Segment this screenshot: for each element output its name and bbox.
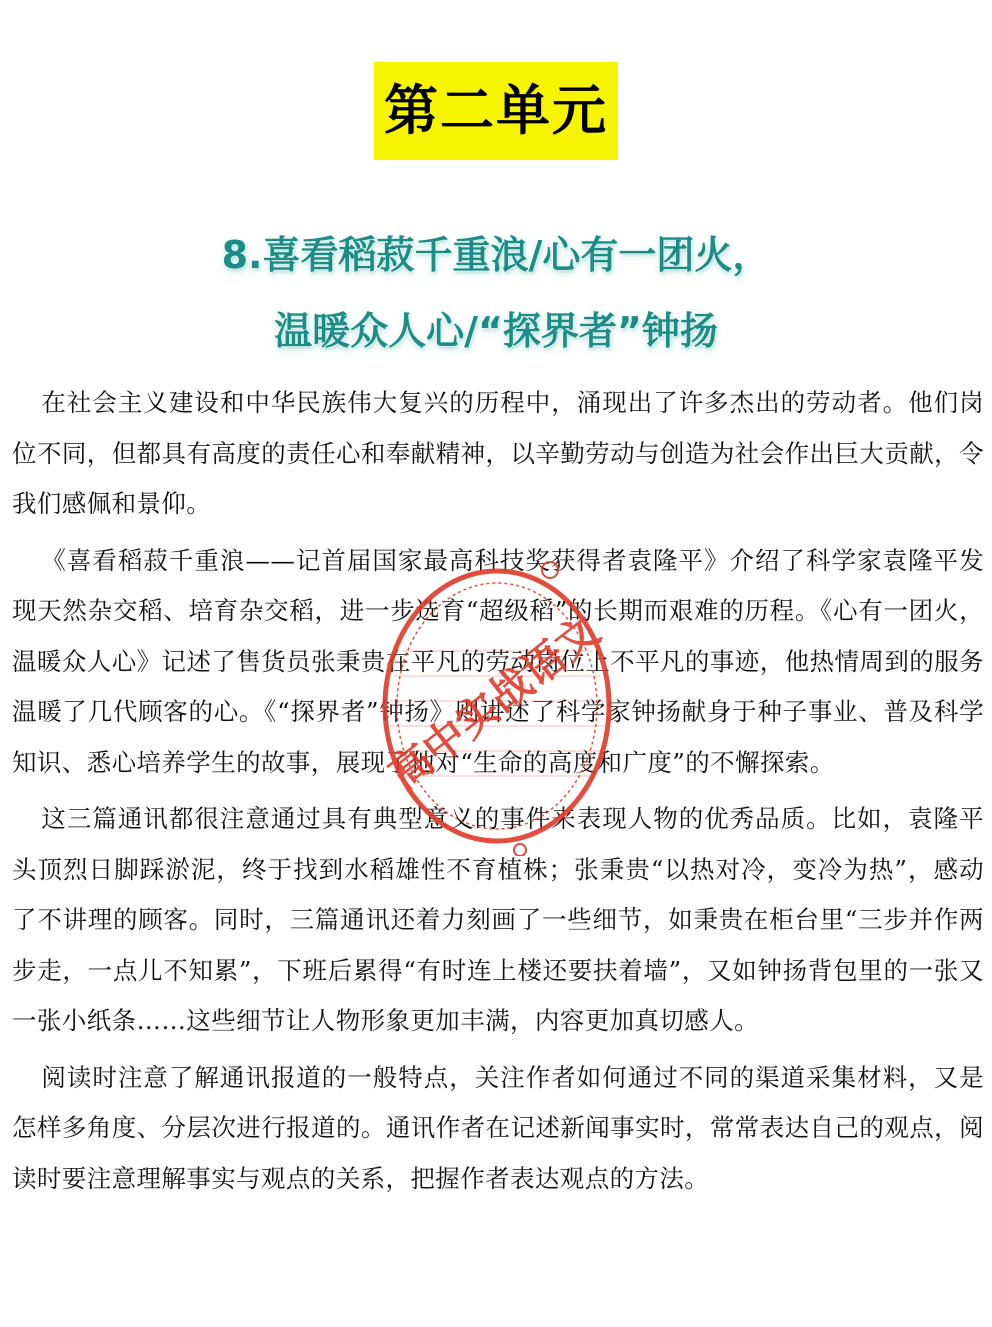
reading-tips-paragraph: 阅读时注意了解通讯报道的一般特点，关注作者如何通过不同的渠道采集材料，又是怎样多角度、分层次进行报道的。通讯作者在记述新闻事实时，常常表达自己的观点，阅读时要注意理解事实与观点的关系，把握作者表达观点的方法。 — [12, 1062, 984, 1193]
intro-paragraph: 在社会主义建设和中华民族伟大复兴的历程中，涌现出了许多杰出的劳动者。他们岗位不同，但都具有高度的责任心和奉献精神，以辛勤劳动与创造为社会作出巨大贡献，令我们感佩和景仰。 — [12, 388, 984, 518]
unit-banner — [374, 62, 618, 160]
unit-title: 第二单元 — [384, 79, 608, 142]
analysis-paragraph: 这三篇通讯都很注意通过具有典型意义的事件来表现人物的优秀品质。比如，袁隆平头顶烈日脚踩淤泥，终于找到水稻雄性不育植株；张秉贵“以热对冷，变冷为热”，感动了不讲理的顾客。同时，三篇通讯还着力刻画了一些细节，如秉贵在柜台里“三步并作两步走，一点儿不知累”，下班后累得“有时连上楼还要扶着墙”，又如钟扬背包里的一张又一张小纸条……这些细节让人物形象更加丰满，内容更加真切感人。 — [12, 804, 984, 1035]
lesson-title-line1: 8.喜看稻菽千重浪/心有一团火， — [221, 233, 771, 277]
summary-paragraph: 《喜看稻菽千重浪——记首届国家最高科技奖获得者袁隆平》介绍了科学家袁隆平发现天然杂交稻、培育杂交稻，进一步选育“超级稻”的长期而艰难的历程。《心有一团火，温暖众人心》记述了售货员张秉贵在平凡的劳动岗位上不平凡的事迹，他热情周到的服务温暖了几代顾客的心。《“探界者”钟扬》则讲述了科学家钟扬献身于种子事业、普及科学知识、悉心培养学生的故事，展现了他对“生命的高度和广度”的不懈探索。 — [12, 545, 984, 777]
body-text — [12, 378, 984, 1210]
stamp-text: 高中实战语文 — [379, 605, 609, 800]
lesson-title-line2: 温暖众人心/“探界者”钟扬 — [274, 309, 718, 353]
